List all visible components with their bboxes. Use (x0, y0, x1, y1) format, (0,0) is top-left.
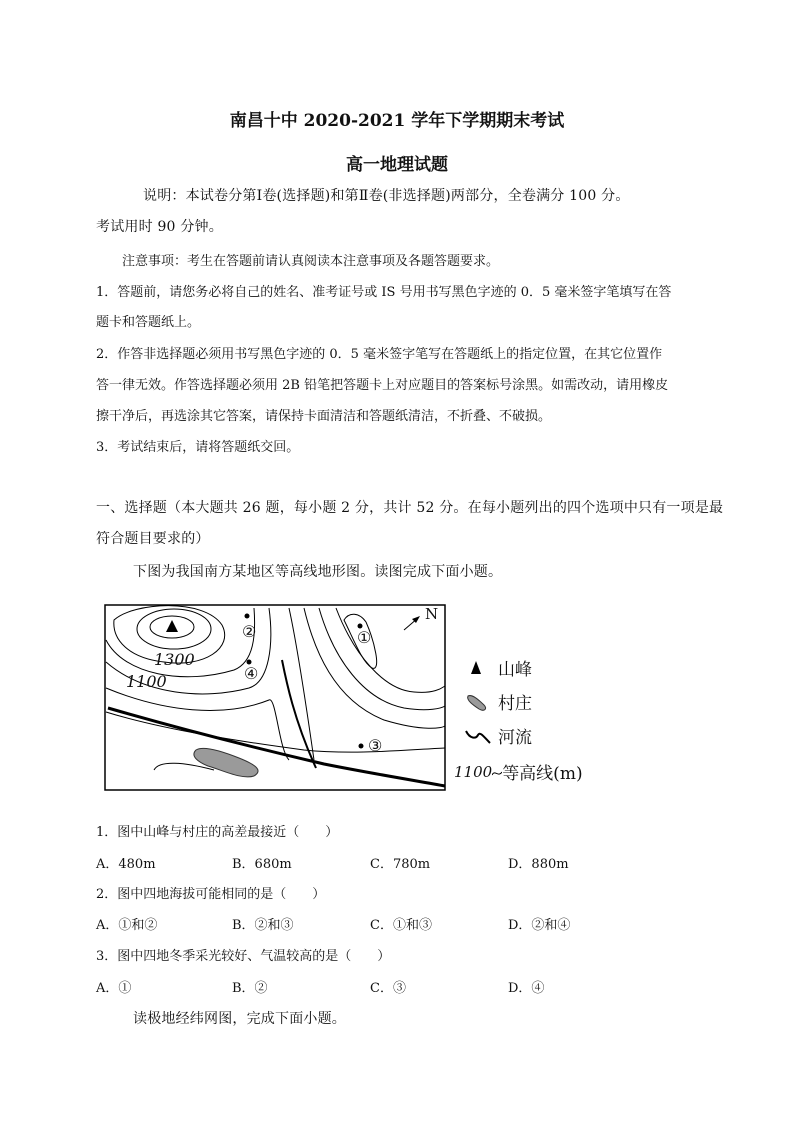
question-3-option-a: A．① (96, 981, 132, 996)
river-tributary (282, 660, 316, 768)
question-2-option-c: C．①和③ (370, 918, 432, 933)
notes-heading: 注意事项：考生在答题前请认真阅读本注意事项及各题答题要求。 (122, 254, 500, 269)
question-2-option-b: B．②和③ (232, 918, 294, 933)
note-2a: 2．作答非选择题必须用书写黑色字迹的 0．5 毫米签字笔写在答题纸上的指定位置，在其它位置作 (96, 347, 663, 362)
question-2-stem: 2．图中四地海拔可能相同的是（ ） (96, 887, 326, 902)
peak-icon (462, 657, 498, 679)
note-1b: 题卡和答题纸上。 (96, 315, 201, 330)
exam-title: 南昌十中 2020-2021 学年下学期期末考试 (229, 111, 565, 131)
legend-river-label: 河流 (498, 728, 532, 748)
legend-peak-label: 山峰 (498, 660, 532, 680)
contour-map-svg (104, 600, 449, 792)
note-3: 3．考试结束后，请将答题纸交回。 (96, 440, 300, 455)
question-2-option-a: A．①和② (96, 918, 158, 933)
intro-line-1: 说明：本试卷分第Ⅰ卷(选择题)和第Ⅱ卷(非选择题)两部分，全卷满分 100 分。 (143, 188, 630, 204)
village-icon (462, 691, 498, 713)
section-1-heading-a: 一、选择题（本大题共 26 题，每小题 2 分，共计 52 分。在每小题列出的四个选项中只有一项是最 (96, 500, 724, 516)
contour-line (106, 712, 445, 752)
contour-line-icon (492, 765, 502, 779)
question-3-stem: 3．图中四地冬季采光较好、气温较高的是（ ） (96, 949, 391, 964)
point-label-2: ② (242, 622, 257, 641)
note-2b: 答一律无效。作答选择题必须用 2B 铅笔把答题卡上对应题目的答案标号涂黑。如需改动，请用橡皮 (96, 378, 669, 393)
point-2-dot (245, 614, 250, 619)
next-prompt: 读极地经纬网图，完成下面小题。 (133, 1011, 346, 1027)
village-shape (194, 748, 258, 777)
peak-marker (166, 620, 178, 632)
section-1-prompt: 下图为我国南方某地区等高线地形图。读图完成下面小题。 (133, 564, 503, 580)
point-label-3: ③ (368, 736, 383, 755)
legend-contour-value: 1100 (454, 762, 493, 781)
question-1-stem: 1．图中山峰与村庄的高差最接近（ ） (96, 825, 339, 840)
question-3-option-b: B．② (232, 981, 268, 996)
north-label: N (425, 605, 439, 623)
question-1-option-d: D．880m (508, 857, 569, 872)
legend-peak (462, 655, 532, 680)
map-frame (105, 605, 445, 790)
question-2-option-d: D．②和④ (508, 918, 571, 933)
contour-line (319, 608, 445, 710)
legend-contour (454, 759, 583, 784)
point-label-4: ④ (244, 664, 259, 683)
legend-contour-label: 等高线(m) (502, 764, 583, 784)
question-1-option-c: C．780m (370, 857, 431, 872)
point-3-dot (359, 744, 364, 749)
intro-line-2: 考试用时 90 分钟。 (96, 219, 223, 235)
question-1-option-a: A．480m (96, 857, 156, 872)
contour-label-1100: 1100 (126, 672, 167, 691)
legend-village (462, 689, 532, 714)
note-2c: 擦干净后，再选涂其它答案，请保持卡面清洁和答题纸清洁，不折叠、不破损。 (96, 409, 552, 424)
contour-map (104, 600, 449, 792)
river-icon (462, 725, 498, 747)
exam-subtitle: 高一地理试题 (346, 155, 448, 175)
question-1-option-b: B．680m (232, 857, 292, 872)
section-1-heading-b: 符合题目要求的） (96, 531, 210, 547)
point-label-1: ① (357, 628, 372, 647)
legend-village-label: 村庄 (498, 694, 532, 714)
contour-label-1300: 1300 (154, 650, 195, 669)
question-3-option-c: C．③ (370, 981, 406, 996)
question-3-option-d: D．④ (508, 981, 545, 996)
legend-river (462, 723, 532, 748)
note-1a: 1．答题前，请您务必将自己的姓名、准考证号或 IS 号用书写黑色字迹的 0．5 毫米签字笔填写在答 (96, 285, 672, 300)
